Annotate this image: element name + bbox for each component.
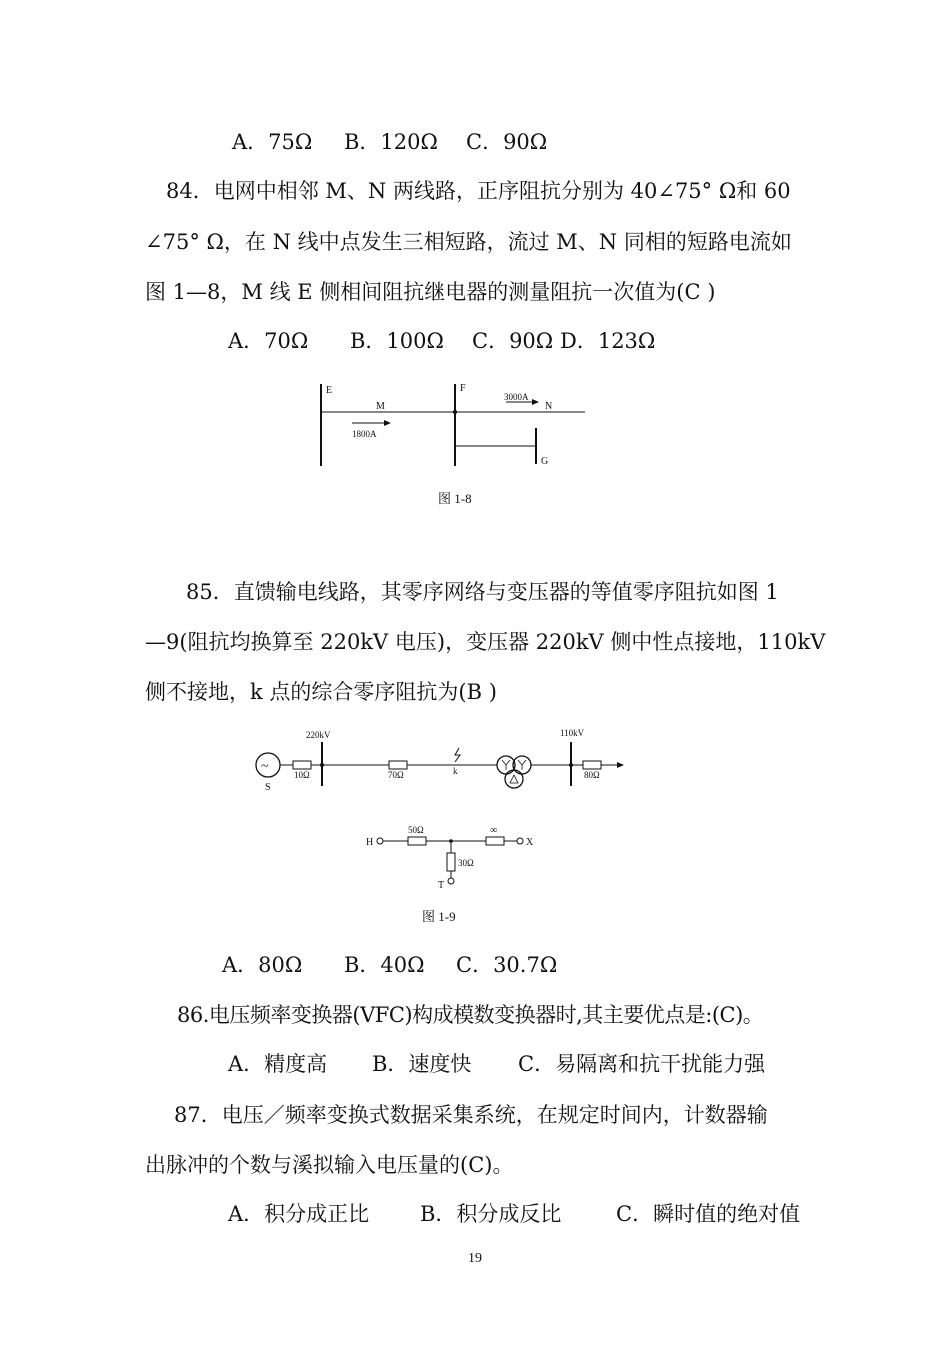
q85-option-c: C．30.7Ω	[456, 953, 558, 977]
output-arrow	[617, 762, 624, 768]
label-f: F	[460, 383, 466, 394]
q85-line-2: —9(阻抗均换算至 220kV 电压)，变压器 220kV 侧中性点接地，110kV	[145, 630, 826, 654]
q83-option-b: B．120Ω	[344, 130, 438, 154]
q83-option-c: C．90Ω	[466, 130, 548, 154]
q84-line-2: ∠75° Ω，在 N 线中点发生三相短路，流过 M、N 同相的短路电流如	[145, 230, 792, 254]
q83-option-a: A．75Ω	[232, 130, 313, 154]
resistor-50	[408, 837, 426, 845]
figure-1-9-equivalent	[360, 820, 550, 892]
node-220	[320, 763, 324, 767]
label-h: H	[366, 837, 374, 848]
q84-option-d: D．123Ω	[560, 329, 656, 353]
label-n: N	[545, 401, 553, 412]
figure-1-9	[245, 720, 645, 800]
delta-icon	[510, 775, 518, 783]
node-f	[453, 410, 457, 414]
q83-options	[232, 128, 547, 156]
figure-1-8-caption: 图 1-8	[438, 491, 472, 506]
terminal-x	[517, 838, 523, 844]
q87-option-b: B．积分成反比	[420, 1202, 562, 1226]
q87-line-2: 出脉冲的个数与溪拟输入电压量的(C)。	[145, 1153, 514, 1177]
transformer-winding-3	[505, 770, 523, 788]
label-x: X	[526, 837, 534, 848]
arrow-n-head	[532, 399, 539, 405]
terminal-h	[377, 838, 383, 844]
page-number: 19	[468, 1251, 482, 1266]
label-80ohm: 80Ω	[584, 770, 600, 780]
q87-line-1: 87．电压／频率变换式数据采集系统，在规定时间内，计数器输	[174, 1103, 768, 1127]
wye-icon-2	[518, 760, 526, 765]
label-current-m: 1800A	[352, 429, 377, 439]
wye-icon-1	[502, 760, 510, 765]
node-110	[569, 763, 573, 767]
q86-option-a: A．精度高	[228, 1052, 328, 1076]
label-g: G	[541, 456, 549, 467]
label-220kv: 220kV	[306, 730, 331, 740]
terminal-t	[448, 878, 454, 884]
q84-line-3: 图 1—8，M 线 E 侧相间阻抗继电器的测量阻抗一次值为(C )	[145, 280, 716, 304]
resistor-10	[293, 761, 311, 769]
q86-option-b: B．速度快	[372, 1052, 472, 1076]
q87-options	[228, 1200, 800, 1228]
label-k: k	[453, 766, 458, 776]
q84-line-1: 84．电网中相邻 M、N 两线路，正序阻抗分别为 40∠75° Ω和 60	[166, 179, 791, 203]
fault-icon	[455, 748, 460, 762]
figure-1-8	[300, 376, 600, 476]
q85-line-1: 85．直馈输电线路，其零序网络与变压器的等值零序阻抗如图 1	[186, 580, 779, 604]
q84-option-b: B．100Ω	[350, 329, 444, 353]
label-50ohm: 50Ω	[408, 825, 424, 835]
q87-option-c: C．瞬时值的绝对值	[616, 1202, 801, 1226]
label-m: M	[376, 401, 385, 412]
resistor-inf	[486, 837, 504, 845]
arrow-m-head	[384, 420, 391, 426]
q84-options	[228, 327, 655, 355]
q87-option-a: A．积分成正比	[228, 1202, 370, 1226]
label-e: E	[326, 385, 333, 396]
q84-option-a: A．70Ω	[228, 329, 309, 353]
label-110kv: 110kV	[560, 728, 585, 738]
q85-line-3: 侧不接地，k 点的综合零序阻抗为(B )	[145, 680, 497, 704]
label-30ohm: 30Ω	[458, 858, 474, 868]
resistor-80	[583, 761, 601, 769]
label-current-n: 3000A	[504, 392, 529, 402]
label-inf: ∞	[490, 825, 498, 836]
q86-option-c: C．易隔离和抗干扰能力强	[518, 1052, 766, 1076]
q85-options	[222, 951, 557, 979]
figure-1-9-caption: 图 1-9	[422, 909, 456, 924]
label-10ohm: 10Ω	[294, 770, 310, 780]
resistor-70	[389, 761, 407, 769]
q86-line: 86.电压频率变换器(VFC)构成模数变换器时,其主要优点是:(C)。	[177, 1003, 764, 1027]
q84-option-c: C．90Ω	[472, 329, 554, 353]
q85-option-b: B．40Ω	[344, 953, 425, 977]
q86-options	[228, 1050, 765, 1078]
label-t: T	[438, 880, 445, 891]
source-symbol: ~	[261, 759, 269, 774]
q85-option-a: A．80Ω	[222, 953, 303, 977]
label-s: S	[265, 782, 271, 793]
label-70ohm: 70Ω	[388, 770, 404, 780]
resistor-30	[447, 853, 455, 871]
